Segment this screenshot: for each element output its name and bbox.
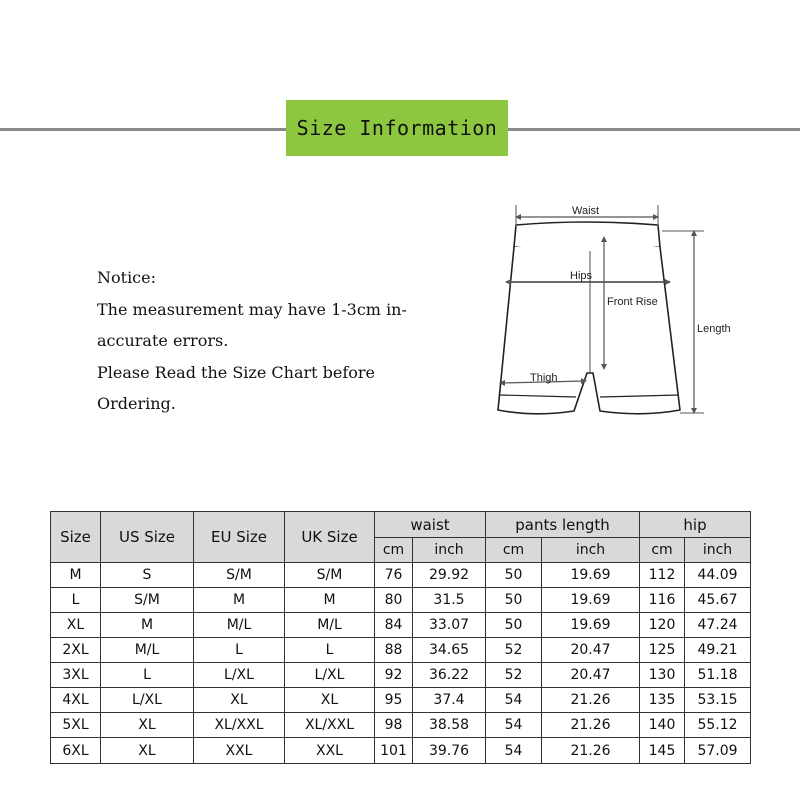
cell-hip-cm: 130 (640, 663, 685, 688)
shorts-waistband (514, 222, 660, 251)
header-hip-cm: cm (640, 538, 685, 563)
cell-hip-cm: 116 (640, 588, 685, 613)
cell-eu-size: L/XL (194, 663, 285, 688)
cell-us-size: XL (101, 713, 194, 738)
notice-line: accurate errors. (97, 331, 229, 350)
cell-eu-size: S/M (194, 563, 285, 588)
hips-label: Hips (570, 270, 593, 282)
cell-size: 2XL (51, 638, 101, 663)
cell-eu-size: M (194, 588, 285, 613)
cell-us-size: M/L (101, 638, 194, 663)
cell-waist-cm: 95 (375, 688, 413, 713)
table-row (51, 713, 751, 738)
table-row (51, 688, 751, 713)
header-uk-size: UK Size (285, 512, 375, 563)
cell-hip-inch: 45.67 (685, 588, 751, 613)
cell-length-inch: 20.47 (542, 663, 640, 688)
cell-hip-cm: 145 (640, 738, 685, 764)
cell-length-cm: 50 (486, 613, 542, 638)
header-eu-size: EU Size (194, 512, 285, 563)
cell-uk-size: XL/XXL (285, 713, 375, 738)
cell-uk-size: M (285, 588, 375, 613)
divider-left (0, 128, 286, 131)
notice-line: The measurement may have 1-3cm in- (97, 299, 407, 319)
cell-size: 4XL (51, 688, 101, 713)
cell-uk-size: S/M (285, 563, 375, 588)
header-length-cm: cm (486, 538, 542, 563)
thigh-label: Thigh (530, 372, 558, 384)
table-row (51, 738, 751, 764)
table-row (51, 563, 751, 588)
cell-eu-size: XL/XXL (194, 713, 285, 738)
waist-label: Waist (572, 205, 600, 217)
cell-hip-cm: 140 (640, 713, 685, 738)
cell-size: L (51, 588, 101, 613)
cell-length-cm: 54 (486, 688, 542, 713)
cell-length-inch: 21.26 (542, 688, 640, 713)
cell-size: XL (51, 613, 101, 638)
cell-eu-size: XL (194, 688, 285, 713)
notice-line: Please Read the Size Chart before (97, 362, 376, 382)
header-pants-length: pants length (486, 512, 640, 538)
header-length-inch: inch (542, 538, 640, 563)
notice-line: Notice: (97, 268, 156, 287)
table-row (51, 613, 751, 638)
front-rise-label: Front Rise (607, 296, 658, 308)
cell-waist-inch: 37.4 (413, 688, 486, 713)
header-waist: waist (375, 512, 486, 538)
cell-length-cm: 54 (486, 713, 542, 738)
size-table-body (51, 563, 751, 764)
cell-uk-size: L/XL (285, 663, 375, 688)
cell-waist-inch: 29.92 (413, 563, 486, 588)
cell-waist-cm: 84 (375, 613, 413, 638)
cell-length-inch: 19.69 (542, 563, 640, 588)
table-row (51, 663, 751, 688)
cell-length-cm: 50 (486, 563, 542, 588)
cell-eu-size: M/L (194, 613, 285, 638)
cell-waist-inch: 36.22 (413, 663, 486, 688)
cell-uk-size: XL (285, 688, 375, 713)
cell-size: 5XL (51, 713, 101, 738)
header-us-size: US Size (101, 512, 194, 563)
cell-hip-inch: 47.24 (685, 613, 751, 638)
header-hip-inch: inch (685, 538, 751, 563)
cell-uk-size: M/L (285, 613, 375, 638)
notice-line: Ordering. (97, 394, 176, 413)
cell-us-size: XL (101, 738, 194, 764)
cell-hip-cm: 135 (640, 688, 685, 713)
cell-waist-cm: 101 (375, 738, 413, 764)
notice-text (97, 262, 437, 420)
size-chart-table (50, 511, 751, 764)
cell-waist-cm: 76 (375, 563, 413, 588)
cell-us-size: M (101, 613, 194, 638)
header-waist-inch: inch (413, 538, 486, 563)
divider-right (508, 128, 800, 131)
header-waist-cm: cm (375, 538, 413, 563)
cell-waist-cm: 80 (375, 588, 413, 613)
cell-length-inch: 21.26 (542, 738, 640, 764)
cell-waist-cm: 88 (375, 638, 413, 663)
cell-length-inch: 20.47 (542, 638, 640, 663)
size-information-banner (286, 100, 508, 156)
cell-length-cm: 52 (486, 663, 542, 688)
cell-waist-inch: 33.07 (413, 613, 486, 638)
cell-hip-cm: 112 (640, 563, 685, 588)
banner-title: Size Information (296, 116, 498, 140)
cell-us-size: L/XL (101, 688, 194, 713)
cell-waist-inch: 34.65 (413, 638, 486, 663)
cell-hip-inch: 49.21 (685, 638, 751, 663)
cell-waist-inch: 39.76 (413, 738, 486, 764)
cell-uk-size: L (285, 638, 375, 663)
length-label: Length (697, 323, 731, 335)
cell-hip-inch: 57.09 (685, 738, 751, 764)
table-row (51, 588, 751, 613)
header-hip: hip (640, 512, 751, 538)
cell-hip-inch: 44.09 (685, 563, 751, 588)
cell-length-cm: 54 (486, 738, 542, 764)
cell-uk-size: XXL (285, 738, 375, 764)
cell-size: M (51, 563, 101, 588)
cell-waist-inch: 38.58 (413, 713, 486, 738)
cell-us-size: S/M (101, 588, 194, 613)
cell-waist-inch: 31.5 (413, 588, 486, 613)
cell-hip-inch: 51.18 (685, 663, 751, 688)
cell-us-size: S (101, 563, 194, 588)
cell-hip-cm: 120 (640, 613, 685, 638)
cell-length-inch: 19.69 (542, 613, 640, 638)
cell-hip-cm: 125 (640, 638, 685, 663)
cell-us-size: L (101, 663, 194, 688)
cell-hip-inch: 53.15 (685, 688, 751, 713)
cell-size: 6XL (51, 738, 101, 764)
table-row (51, 638, 751, 663)
shorts-measurement-diagram (490, 195, 750, 440)
cell-length-cm: 52 (486, 638, 542, 663)
cell-length-inch: 21.26 (542, 713, 640, 738)
header-size: Size (51, 512, 101, 563)
cell-size: 3XL (51, 663, 101, 688)
cell-waist-cm: 98 (375, 713, 413, 738)
cell-waist-cm: 92 (375, 663, 413, 688)
cell-eu-size: L (194, 638, 285, 663)
cell-length-cm: 50 (486, 588, 542, 613)
cell-eu-size: XXL (194, 738, 285, 764)
cell-length-inch: 19.69 (542, 588, 640, 613)
cell-hip-inch: 55.12 (685, 713, 751, 738)
